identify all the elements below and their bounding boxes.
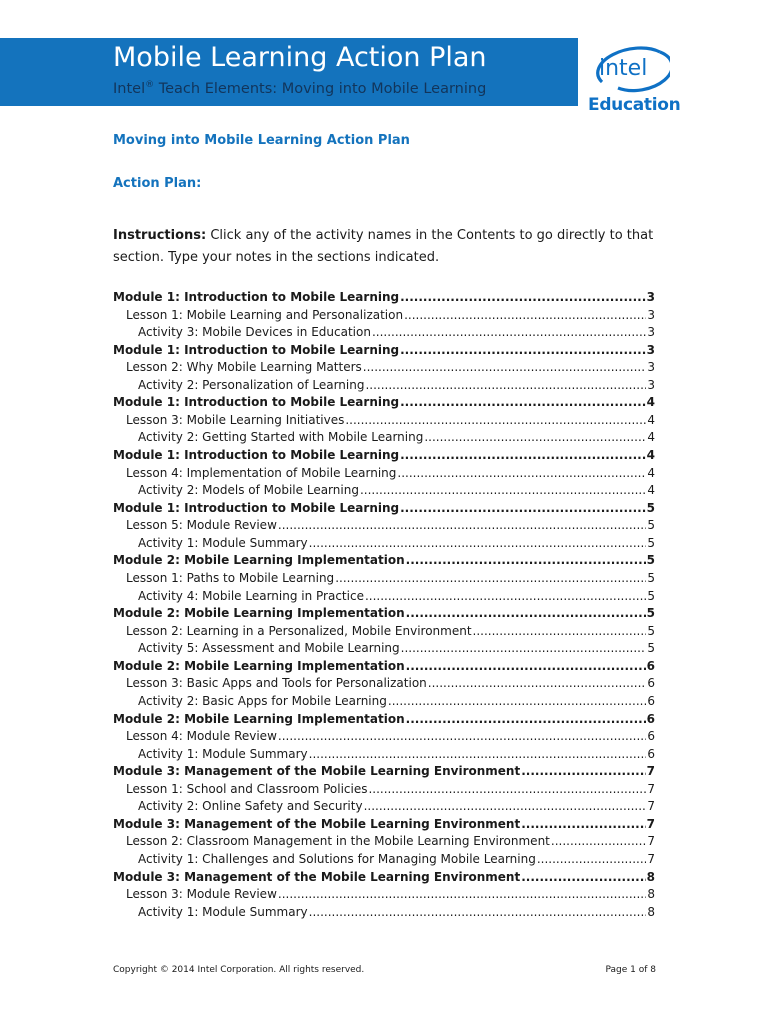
toc-page-number: 6: [646, 658, 655, 673]
toc-entry-label: Lesson 1: Mobile Learning and Personalization: [126, 307, 404, 322]
toc-page-number: 4: [647, 412, 655, 427]
toc-page-number: 5: [646, 606, 655, 621]
action-plan-heading: Action Plan:: [113, 176, 202, 191]
toc-lesson-link[interactable]: [113, 360, 655, 378]
toc-lesson-link[interactable]: [113, 887, 655, 905]
toc-page-number: 5: [647, 535, 655, 550]
toc-activity-link[interactable]: [113, 483, 655, 501]
toc-entry-label: Lesson 3: Mobile Learning Initiatives: [126, 412, 345, 427]
toc-dot-leader: [406, 712, 646, 726]
toc-entry-label: Lesson 1: School and Classroom Policies: [126, 781, 368, 796]
toc-entry-label: Module 2: Mobile Learning Implementation: [113, 553, 405, 568]
toc-dot-leader: [400, 448, 646, 462]
toc-page-number: 3: [647, 325, 655, 340]
toc-entry-label: Lesson 3: Module Review: [126, 887, 277, 902]
toc-page-number: 5: [646, 500, 655, 515]
copyright-footer: Copyright © 2014 Intel Corporation. All rights reserved.: [113, 965, 365, 975]
toc-dot-leader: [424, 430, 646, 444]
toc-module-link[interactable]: [113, 290, 655, 308]
toc-entry-label: Activity 2: Models of Mobile Learning: [138, 483, 359, 498]
toc-dot-leader: [360, 483, 646, 497]
toc-page-number: 6: [647, 693, 655, 708]
toc-lesson-link[interactable]: [113, 834, 655, 852]
toc-activity-link[interactable]: [113, 747, 655, 765]
toc-entry-label: Module 3: Management of the Mobile Learning Environment: [113, 816, 521, 831]
toc-page-number: 3: [647, 360, 655, 375]
toc-dot-leader: [404, 308, 646, 322]
toc-dot-leader: [372, 325, 646, 339]
toc-lesson-link[interactable]: [113, 729, 655, 747]
toc-entry-label: Module 1: Introduction to Mobile Learning: [113, 395, 400, 410]
toc-module-link[interactable]: [113, 712, 655, 730]
toc-dot-leader: [278, 887, 646, 901]
toc-dot-leader: [400, 395, 646, 409]
toc-dot-leader: [521, 870, 645, 884]
toc-entry-label: Activity 2: Personalization of Learning: [138, 377, 365, 392]
toc-activity-link[interactable]: [113, 430, 655, 448]
toc-activity-link[interactable]: [113, 641, 655, 659]
toc-dot-leader: [428, 676, 647, 690]
toc-page-number: 4: [646, 448, 655, 463]
toc-activity-link[interactable]: [113, 905, 655, 923]
document-heading: Moving into Mobile Learning Action Plan: [113, 133, 410, 148]
toc-page-number: 5: [647, 588, 655, 603]
toc-dot-leader: [406, 606, 646, 620]
toc-activity-link[interactable]: [113, 378, 655, 396]
toc-dot-leader: [406, 553, 646, 567]
toc-page-number: 7: [646, 816, 655, 831]
toc-entry-label: Module 1: Introduction to Mobile Learning: [113, 500, 400, 515]
toc-dot-leader: [400, 501, 646, 515]
toc-module-link[interactable]: [113, 501, 655, 519]
toc-module-link[interactable]: [113, 448, 655, 466]
toc-dot-leader: [521, 764, 645, 778]
toc-module-link[interactable]: [113, 817, 655, 835]
page-number: Page 1 of 8: [605, 965, 656, 975]
subtitle-brand: Intel: [113, 80, 146, 97]
logo-education-label: Education: [588, 95, 681, 115]
toc-page-number: 4: [647, 430, 655, 445]
toc-module-link[interactable]: [113, 870, 655, 888]
toc-page-number: 7: [647, 851, 655, 866]
toc-entry-label: Activity 1: Module Summary: [138, 535, 308, 550]
toc-entry-label: Activity 2: Getting Started with Mobile Learning: [138, 430, 424, 445]
instructions-text: Click any of the activity names in the Contents to go directly to that section. Type your notes in the sections indicated.: [113, 228, 654, 265]
toc-page-number: 7: [647, 834, 655, 849]
toc-page-number: 5: [647, 641, 655, 656]
toc-dot-leader: [364, 799, 647, 813]
toc-dot-leader: [309, 747, 647, 761]
toc-lesson-link[interactable]: [113, 571, 655, 589]
toc-activity-link[interactable]: [113, 536, 655, 554]
toc-entry-label: Module 2: Mobile Learning Implementation: [113, 658, 405, 673]
toc-entry-label: Module 3: Management of the Mobile Learning Environment: [113, 869, 521, 884]
toc-page-number: 3: [646, 342, 655, 357]
toc-module-link[interactable]: [113, 343, 655, 361]
logo-word: intel: [599, 56, 648, 81]
toc-lesson-link[interactable]: [113, 676, 655, 694]
toc-module-link[interactable]: [113, 764, 655, 782]
toc-page-number: 7: [646, 764, 655, 779]
toc-dot-leader: [363, 360, 647, 374]
toc-entry-label: Activity 2: Online Safety and Security: [138, 799, 363, 814]
toc-entry-label: Activity 4: Mobile Learning in Practice: [138, 588, 364, 603]
toc-entry-label: Lesson 2: Why Mobile Learning Matters: [126, 360, 362, 375]
toc-page-number: 5: [647, 518, 655, 533]
toc-dot-leader: [278, 518, 646, 532]
toc-entry-label: Activity 1: Module Summary: [138, 904, 308, 919]
toc-page-number: 3: [647, 377, 655, 392]
subtitle-rest: Teach Elements: Moving into Mobile Learning: [154, 80, 487, 97]
toc-dot-leader: [309, 905, 647, 919]
intel-education-logo: [588, 44, 681, 116]
toc-page-number: 3: [647, 307, 655, 322]
toc-entry-label: Activity 5: Assessment and Mobile Learning: [138, 641, 400, 656]
toc-dot-leader: [388, 694, 646, 708]
toc-entry-label: Module 1: Introduction to Mobile Learning: [113, 290, 400, 304]
toc-page-number: 6: [647, 676, 655, 691]
toc-entry-label: Lesson 3: Basic Apps and Tools for Personalization: [126, 676, 427, 691]
toc-page-number: 3: [646, 290, 655, 304]
toc-activity-link[interactable]: [113, 325, 655, 343]
toc-lesson-link[interactable]: [113, 624, 655, 642]
toc-page-number: 4: [647, 465, 655, 480]
toc-dot-leader: [335, 571, 646, 585]
toc-lesson-link[interactable]: [113, 518, 655, 536]
table-of-contents: [113, 290, 655, 922]
toc-activity-link[interactable]: [113, 852, 655, 870]
toc-lesson-link[interactable]: [113, 308, 655, 326]
toc-page-number: 6: [646, 711, 655, 726]
toc-dot-leader: [278, 729, 646, 743]
toc-entry-label: Activity 1: Challenges and Solutions for Managing Mobile Learning: [138, 851, 536, 866]
toc-dot-leader: [309, 536, 647, 550]
toc-dot-leader: [400, 343, 646, 357]
toc-entry-label: Module 2: Mobile Learning Implementation: [113, 711, 405, 726]
registered-mark: ®: [145, 80, 155, 90]
instructions-label: Instructions:: [113, 228, 207, 243]
toc-dot-leader: [365, 589, 646, 603]
toc-page-number: 7: [647, 781, 655, 796]
toc-dot-leader: [401, 641, 647, 655]
toc-page-number: 6: [647, 746, 655, 761]
toc-page-number: 6: [647, 729, 655, 743]
toc-lesson-link[interactable]: [113, 782, 655, 800]
toc-page-number: 8: [647, 887, 655, 902]
toc-dot-leader: [368, 782, 646, 796]
intel-logo-icon: [588, 44, 670, 94]
page-title: Mobile Learning Action Plan: [113, 42, 487, 73]
toc-entry-label: Lesson 2: Classroom Management in the Mobile Learning Environment: [126, 834, 550, 849]
toc-entry-label: Activity 1: Module Summary: [138, 746, 308, 761]
toc-page-number: 4: [647, 483, 655, 498]
toc-entry-label: Lesson 4: Module Review: [126, 729, 277, 743]
toc-page-number: 4: [646, 395, 655, 410]
toc-dot-leader: [400, 290, 646, 304]
toc-lesson-link[interactable]: [113, 413, 655, 431]
toc-module-link[interactable]: [113, 606, 655, 624]
toc-page-number: 5: [647, 570, 655, 585]
toc-dot-leader: [397, 466, 646, 480]
toc-activity-link[interactable]: [113, 799, 655, 817]
toc-page-number: 5: [647, 623, 655, 638]
toc-module-link[interactable]: [113, 395, 655, 413]
toc-page-number: 7: [647, 799, 655, 814]
toc-entry-label: Module 1: Introduction to Mobile Learning: [113, 342, 400, 357]
toc-entry-label: Module 1: Introduction to Mobile Learning: [113, 448, 400, 463]
toc-entry-label: Module 2: Mobile Learning Implementation: [113, 606, 405, 621]
toc-dot-leader: [406, 659, 646, 673]
instructions-paragraph: [113, 225, 658, 269]
toc-entry-label: Activity 3: Mobile Devices in Education: [138, 325, 371, 340]
toc-page-number: 8: [646, 869, 655, 884]
toc-entry-label: Lesson 1: Paths to Mobile Learning: [126, 570, 335, 585]
toc-dot-leader: [365, 378, 646, 392]
toc-dot-leader: [521, 817, 645, 831]
toc-entry-label: Lesson 2: Learning in a Personalized, Mobile Environment: [126, 623, 472, 638]
toc-activity-link[interactable]: [113, 589, 655, 607]
toc-lesson-link[interactable]: [113, 466, 655, 484]
toc-page-number: 8: [647, 904, 655, 919]
toc-dot-leader: [473, 624, 647, 638]
toc-entry-label: Lesson 4: Implementation of Mobile Learning: [126, 465, 397, 480]
toc-dot-leader: [345, 413, 646, 427]
toc-entry-label: Activity 2: Basic Apps for Mobile Learning: [138, 693, 387, 708]
toc-dot-leader: [537, 852, 647, 866]
toc-module-link[interactable]: [113, 659, 655, 677]
toc-dot-leader: [551, 834, 646, 848]
page-subtitle: [113, 81, 486, 96]
toc-module-link[interactable]: [113, 553, 655, 571]
toc-activity-link[interactable]: [113, 694, 655, 712]
toc-page-number: 5: [646, 553, 655, 568]
toc-entry-label: Lesson 5: Module Review: [126, 518, 277, 533]
toc-entry-label: Module 3: Management of the Mobile Learning Environment: [113, 764, 521, 779]
